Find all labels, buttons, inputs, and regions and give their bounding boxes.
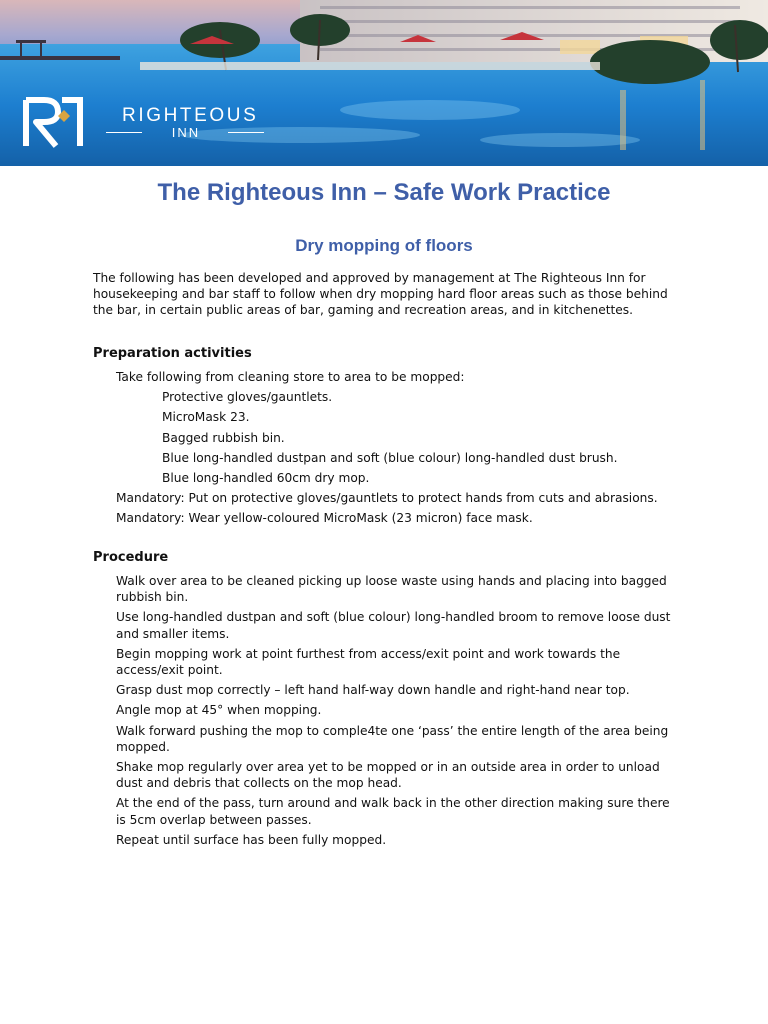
sub-list-item-text: Blue long-handled 60cm dry mop. <box>162 471 370 486</box>
list-item-text: Mandatory: Wear yellow-coloured MicroMask (23 micron) face mask. <box>116 511 533 526</box>
list-item-text: At the end of the pass, turn around and walk back in the other direction making sure there is 5cm overlap between passes. <box>116 796 670 827</box>
list-item <box>93 510 671 526</box>
logo-mark-icon <box>22 96 86 150</box>
list-item <box>93 832 671 848</box>
sub-list-item-text: Protective gloves/gauntlets. <box>162 390 333 405</box>
intro-paragraph: The following has been developed and approved by management at The Righteous Inn for housekeeping and bar staff to follow when dry mopping hard floor areas such as those behind the bar, in certain public areas of bar, gaming and recreation areas, and in kitchenettes. <box>93 271 668 318</box>
list-item-text: Shake mop regularly over area yet to be mopped or in an outside area in order to unload dust and debris that collects on the mop head. <box>116 760 660 791</box>
brand-logo <box>22 96 262 152</box>
procedure-heading: Procedure <box>93 550 169 565</box>
list-item-text: Walk over area to be cleaned picking up loose waste using hands and placing into bagged rubbish bin. <box>116 574 667 605</box>
list-item-text: Repeat until surface has been fully mopped. <box>116 832 387 847</box>
sub-list-item-text: Blue long-handled dustpan and soft (blue colour) long-handled dust brush. <box>162 450 618 465</box>
list-item <box>93 702 671 718</box>
list-item <box>93 573 671 605</box>
document-title: The Righteous Inn – Safe Work Practice <box>157 179 611 206</box>
brand-divider-right <box>228 132 264 133</box>
sub-list-item <box>116 450 671 466</box>
sub-list-item-text: Bagged rubbish bin. <box>162 430 285 445</box>
sub-list-item <box>116 409 671 425</box>
list-item-text: Use long-handled dustpan and soft (blue colour) long-handled broom to remove loose dust and smaller items. <box>116 610 671 641</box>
preparation-heading: Preparation activities <box>93 346 252 361</box>
sub-list-item-text: MicroMask 23. <box>162 410 250 425</box>
list-item-text: Grasp dust mop correctly – left hand half-way down handle and right-hand near top. <box>116 683 630 698</box>
list-item <box>93 795 671 827</box>
procedure-list <box>93 573 671 852</box>
document-subtitle: Dry mopping of floors <box>295 236 473 255</box>
list-item-text: Angle mop at 45° when mopping. <box>116 703 322 718</box>
list-item-text: Mandatory: Put on protective gloves/gauntlets to protect hands from cuts and abrasions. <box>116 491 658 506</box>
sub-list-item <box>116 389 671 405</box>
preparation-sublist <box>116 389 671 486</box>
brand-name: RIGHTEOUS <box>122 105 259 126</box>
list-item <box>93 369 671 486</box>
list-item <box>93 490 671 506</box>
list-item-text: Take following from cleaning store to area to be mopped: <box>116 370 465 384</box>
preparation-list <box>93 369 671 531</box>
list-item <box>93 682 671 698</box>
sub-list-item <box>116 470 671 486</box>
list-item <box>93 609 671 641</box>
list-item-text: Begin mopping work at point furthest from access/exit point and work towards the access/exit point. <box>116 646 621 678</box>
list-item <box>93 759 671 791</box>
list-item <box>93 723 671 755</box>
list-item-text: Walk forward pushing the mop to comple4te one ‘pass’ the entire length of the area being mopped. <box>116 723 669 754</box>
brand-sub: INN <box>171 125 201 140</box>
header-banner <box>0 0 768 166</box>
list-item <box>93 646 671 678</box>
sub-list-item <box>116 430 671 446</box>
brand-sub-row <box>106 126 266 142</box>
